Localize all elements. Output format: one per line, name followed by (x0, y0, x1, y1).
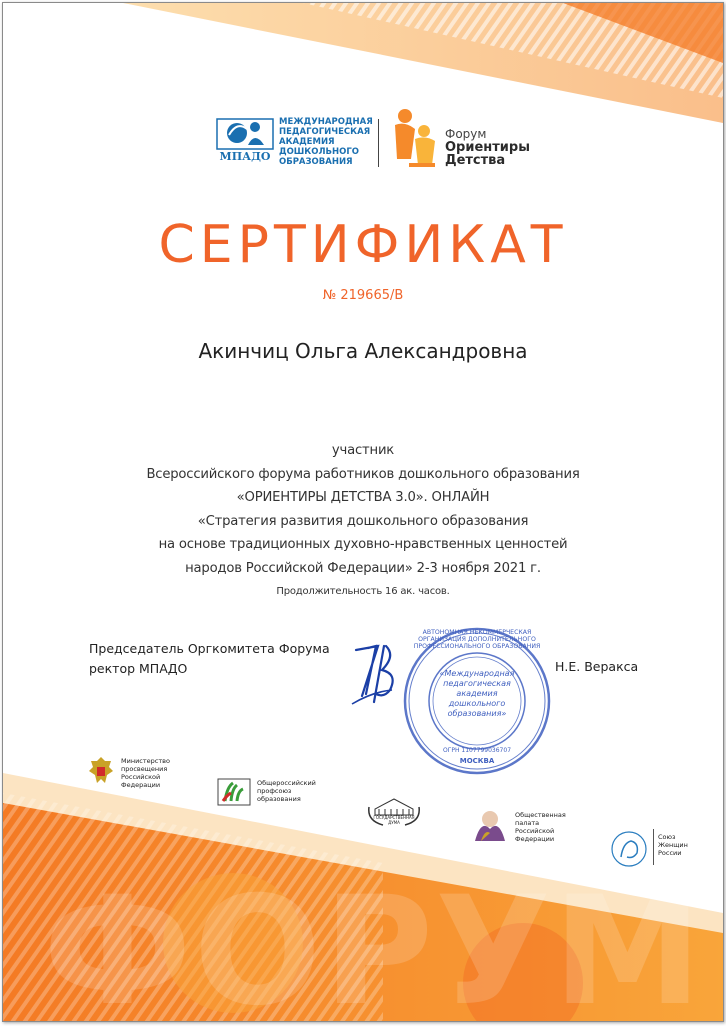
minpros-line-2: просвещения (121, 765, 168, 773)
women-line-3: России (658, 849, 682, 857)
body-line-2: Всероссийского форума работников дошкольного образования (146, 466, 580, 482)
certificate-number: № 219665/В (322, 288, 404, 303)
profsoyuz-line-2: профсоюз (257, 787, 292, 795)
stamp-inner-line-3: академия (456, 689, 498, 698)
stamp-outer-text: АВТОНОМНАЯ НЕКОММЕРЧЕСКАЯ ОРГАНИЗАЦИЯ ДОПОЛНИТЕЛЬНОГО ПРОФЕССИОНАЛЬНОГО ОБРАЗОВАНИЯ (413, 629, 541, 650)
minpros-line-1: Министерство (121, 757, 170, 765)
signatory-name: Н.Е. Веракса (555, 659, 639, 674)
logo-divider (378, 119, 379, 167)
mpado-abbreviation: МПАДО (219, 150, 271, 163)
forum-logo-line-1: Форум (445, 127, 487, 141)
mpado-line-2: ПЕДАГОГИЧЕСКАЯ (279, 127, 371, 137)
duma-line-2: ДУМА (388, 820, 400, 825)
partner-minpros (121, 757, 170, 789)
mpado-line-5: ОБРАЗОВАНИЯ (279, 157, 353, 167)
forum-logo-line-2: Ориентиры (445, 140, 530, 155)
partner-palata (515, 811, 566, 843)
stamp-inner-line-1: «Международная (439, 669, 515, 678)
body-line-5: на основе традиционных духовно-нравственных ценностей (158, 537, 568, 552)
partner-profsoyuz (257, 779, 316, 803)
duration-text: Продолжительность 16 ак. часов. (276, 586, 450, 597)
duma-line-1: ГОСУДАРСТВЕННАЯ (373, 815, 415, 820)
mpado-line-4: ДОШКОЛЬНОГО (279, 147, 359, 157)
palata-line-2: палата (515, 819, 540, 827)
forum-logo-line-3: Детства (445, 153, 506, 168)
recipient-name: Акинчиц Ольга Александровна (198, 339, 528, 363)
mpado-line-3: АКАДЕМИЯ (279, 137, 335, 147)
coat-of-arms-icon (87, 755, 115, 787)
palata-line-3: Российской (515, 827, 555, 835)
official-stamp (401, 625, 553, 777)
signatory-position (89, 639, 369, 679)
womens-union-divider (653, 829, 654, 865)
minpros-line-4: Федерации (121, 781, 161, 789)
stamp-inner-line-2: педагогическая (443, 679, 511, 688)
stamp-inner-text (437, 669, 517, 719)
palata-line-4: Федерации (515, 835, 555, 843)
body-line-6: народов Российской Федерации» 2-3 ноября 2021 г. (185, 560, 541, 576)
signatory-position-line-2: ректор МПАДО (89, 661, 188, 676)
mpado-line-1: МЕЖДУНАРОДНАЯ (279, 117, 373, 127)
stamp-ogrn: ОГРН 1107799036707 (442, 747, 512, 754)
profsoyuz-line-1: Общероссийский (257, 779, 316, 787)
stamp-inner-line-4: дошкольного (448, 699, 506, 708)
forum-children-icon (391, 107, 443, 169)
womens-union-logo-icon (609, 829, 649, 869)
body-line-1: участник (331, 443, 395, 458)
women-line-2: Женщин (658, 841, 688, 849)
certificate-body (63, 439, 663, 601)
mpado-logo-icon (215, 115, 277, 151)
mpado-full-name (279, 117, 375, 167)
body-line-4: «Стратегия развития дошкольного образования (197, 513, 529, 529)
footer-forum-word: ФОРУМ (43, 865, 705, 1022)
certificate-page (2, 2, 724, 1022)
minpros-line-3: Российской (121, 773, 161, 781)
body-line-3: «ОРИЕНТИРЫ ДЕТСТВА 3.0». ОНЛАЙН (236, 490, 490, 505)
partner-duma (371, 815, 417, 825)
forum-logo-text (445, 128, 545, 167)
profsoyuz-line-3: образования (257, 795, 301, 803)
public-chamber-logo-icon (471, 807, 509, 843)
partner-women-union (658, 833, 688, 857)
stamp-inner-line-5: образования» (447, 709, 507, 718)
certificate-title: СЕРТИФИКАТ (158, 215, 568, 275)
profsoyuz-logo-icon (217, 775, 251, 807)
palata-line-1: Общественная (515, 811, 566, 819)
stamp-city: МОСКВА (459, 757, 495, 765)
signatory-position-line-1: Председатель Оргкомитета Форума (89, 641, 330, 656)
women-line-1: Союз (658, 833, 676, 841)
